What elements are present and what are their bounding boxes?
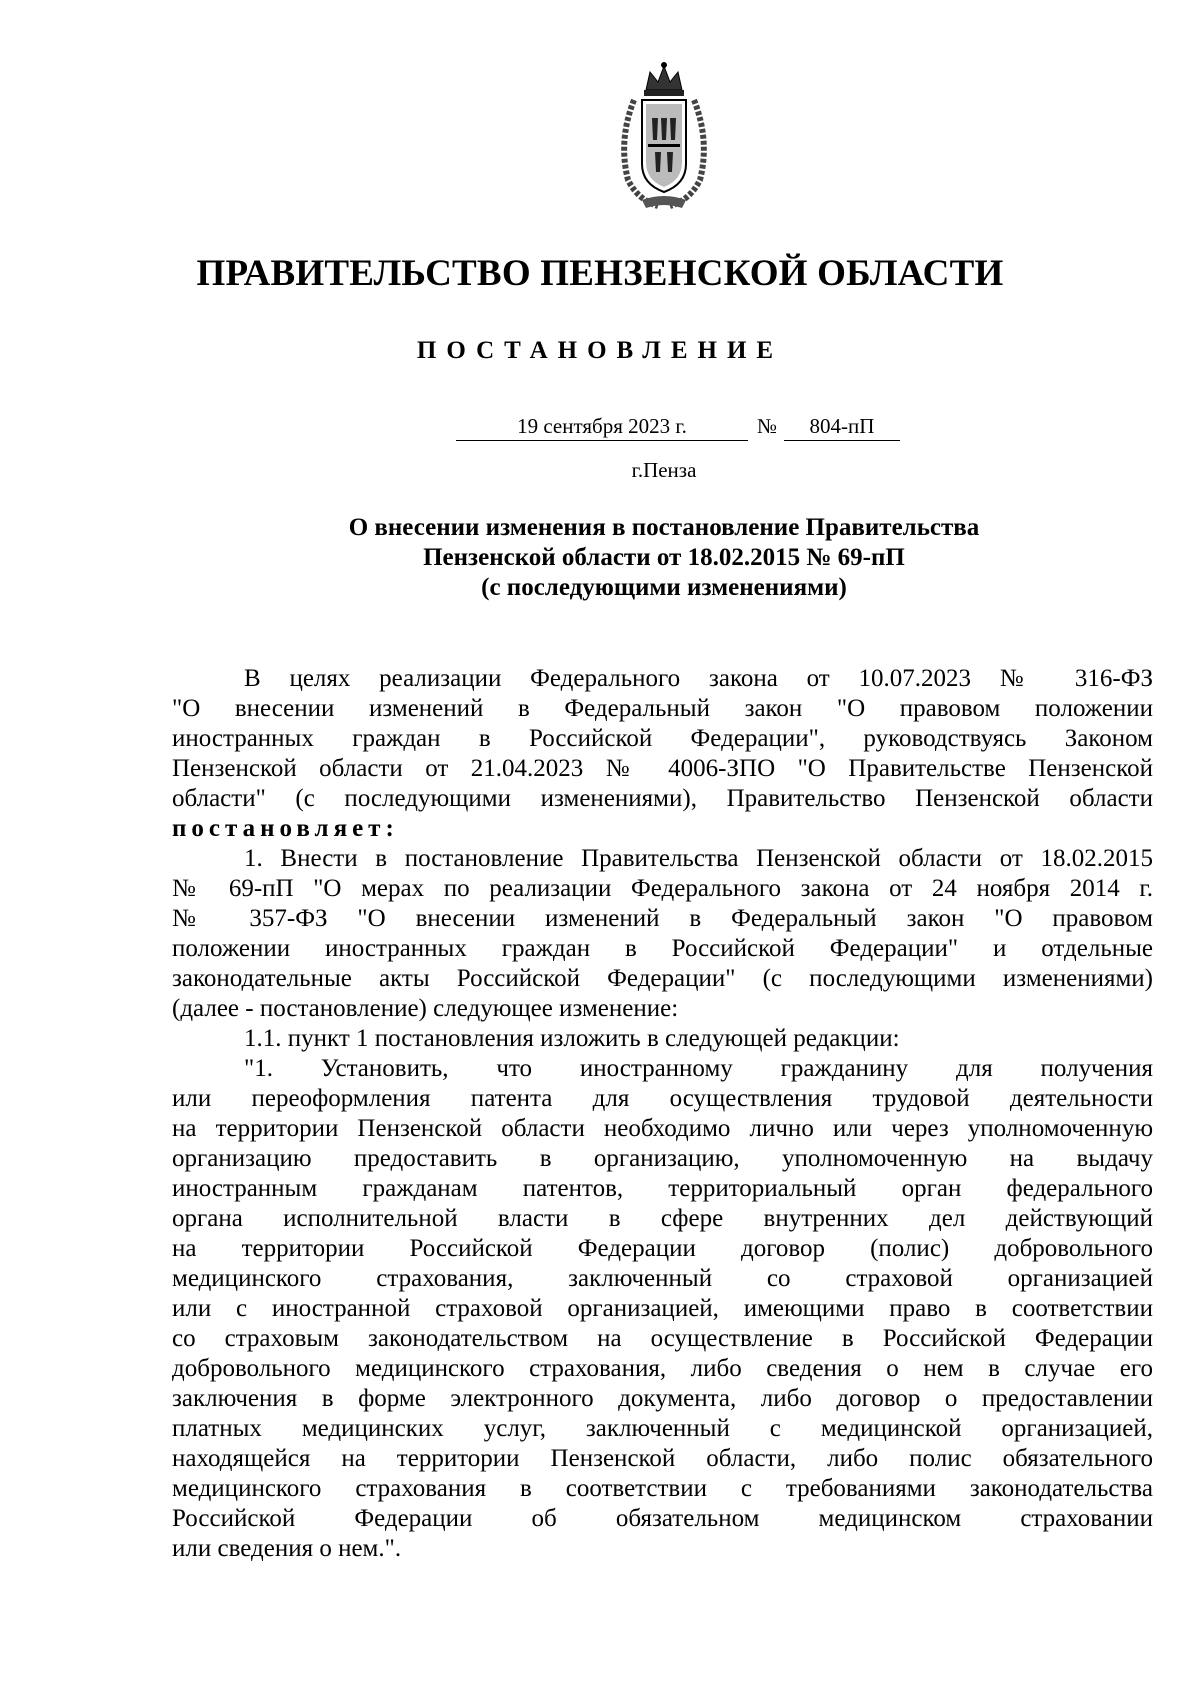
subject-line: Пензенской области от 18.02.2015 № 69-пП: [423, 544, 905, 571]
quoted-line: органа исполнительной власти в сфере внутренних дел действующий: [172, 1205, 1153, 1232]
number-sign: №: [756, 414, 778, 438]
government-title: ПРАВИТЕЛЬСТВО ПЕНЗЕНСКОЙ ОБЛАСТИ: [196, 253, 1004, 294]
subject-line: (с последующими изменениями): [481, 574, 847, 601]
quoted-line: медицинского страхования, заключенный со страховой организацией: [172, 1265, 1153, 1292]
body-line: В целях реализации Федерального закона от 10.07.2023 № 316-ФЗ: [244, 665, 1153, 692]
coat-of-arms-icon: [608, 60, 720, 210]
quoted-line: заключения в форме электронного документа, либо договор о предоставлении: [172, 1385, 1153, 1412]
document-city: г.Пенза: [631, 458, 697, 482]
body-line: 1. Внести в постановление Правительства Пензенской области от 18.02.2015: [244, 845, 1153, 872]
quoted-line: или переоформления патента для осуществления трудовой деятельности: [172, 1085, 1153, 1112]
document-subject: [0, 513, 1200, 603]
body-line: "О внесении изменений в Федеральный закон "О правовом положении: [172, 695, 1153, 722]
resolves-line: [172, 814, 1153, 844]
quoted-line: со страховым законодательством на осуществление в Российской Федерации: [172, 1325, 1153, 1352]
document-type: ПОСТАНОВЛЕНИЕ: [416, 337, 784, 364]
body-line: (далее - постановление) следующее изменение:: [172, 995, 679, 1022]
document-number: 804-пП: [784, 414, 900, 441]
body-line: области" (с последующими изменениями), Правительство Пензенской области: [172, 785, 1153, 812]
document-date: 19 сентября 2023 г.: [456, 414, 748, 441]
quoted-line: медицинского страхования в соответствии с требованиями законодательства: [172, 1475, 1153, 1502]
body-line: Пензенской области от 21.04.2023 № 4006-ЗПО "О Правительстве Пензенской: [172, 755, 1153, 782]
quoted-line: или сведения о нем.".: [172, 1535, 402, 1562]
quoted-line: находящейся на территории Пензенской области, либо полис обязательного: [172, 1445, 1153, 1472]
quoted-line: "1. Установить, что иностранному гражданину для получения: [244, 1055, 1153, 1082]
body-line: № 357-ФЗ "О внесении изменений в Федеральный закон "О правовом: [172, 905, 1153, 932]
quoted-line: платных медицинских услуг, заключенный с медицинской организацией,: [172, 1415, 1153, 1442]
body-line: законодательные акты Российской Федерации" (с последующими изменениями): [172, 965, 1153, 992]
quoted-line: на территории Пензенской области необходимо лично или через уполномоченную: [172, 1115, 1153, 1142]
body-line: положении иностранных граждан в Российской Федерации" и отдельные: [172, 935, 1153, 962]
quoted-line: или с иностранной страховой организацией, имеющими право в соответствии: [172, 1295, 1153, 1322]
quoted-line: иностранным гражданам патентов, территориальный орган федерального: [172, 1175, 1153, 1202]
quoted-line: на территории Российской Федерации договор (полис) добровольного: [172, 1235, 1153, 1262]
subject-line: О внесении изменения в постановление Правительства: [348, 514, 980, 541]
resolves-word: постановляет:: [172, 815, 399, 842]
body-line: иностранных граждан в Российской Федерации", руководствуясь Законом: [172, 725, 1153, 752]
quoted-line: организацию предоставить в организацию, уполномоченную на выдачу: [172, 1145, 1153, 1172]
document-body: [172, 664, 1153, 1564]
quoted-line: Российской Федерации об обязательном медицинском страховании: [172, 1505, 1153, 1532]
body-line: № 69-пП "О мерах по реализации Федерального закона от 24 ноября 2014 г.: [172, 875, 1153, 902]
document-meta: [0, 414, 1200, 446]
quoted-line: добровольного медицинского страхования, либо сведения о нем в случае его: [172, 1355, 1153, 1382]
body-line: 1.1. пункт 1 постановления изложить в следующей редакции:: [244, 1025, 900, 1052]
